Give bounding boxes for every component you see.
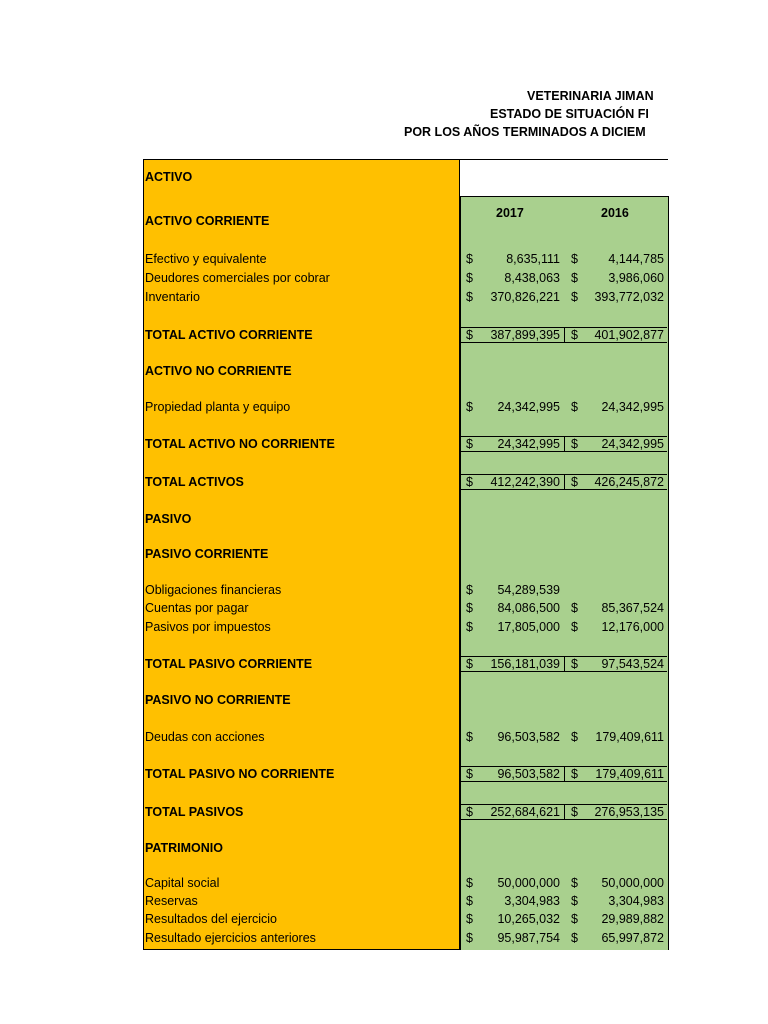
value-2017: 95,987,754 (497, 931, 560, 945)
total-separator (564, 328, 565, 342)
total-separator (564, 767, 565, 781)
row-label: Deudas con acciones (145, 730, 265, 744)
currency-symbol: $ (466, 437, 473, 451)
currency-symbol: $ (571, 767, 578, 781)
value-2017: 10,265,032 (497, 912, 560, 926)
value-2017: 3,304,983 (504, 894, 560, 908)
value-2016: 4,144,785 (608, 252, 664, 266)
value-2017: 412,242,390 (490, 475, 560, 489)
value-2016: 3,304,983 (608, 894, 664, 908)
row-label: ACTIVO (145, 170, 193, 184)
statement-title: ESTADO DE SITUACIÓN FI (490, 107, 649, 121)
total-separator (564, 475, 565, 489)
currency-symbol: $ (466, 601, 473, 615)
currency-symbol: $ (571, 912, 578, 926)
total-separator (564, 437, 565, 451)
row-label: PASIVO NO CORRIENTE (145, 693, 291, 707)
row-label: TOTAL PASIVO NO CORRIENTE (145, 767, 335, 781)
value-2016: 179,409,611 (595, 767, 664, 781)
row-label: TOTAL ACTIVOS (145, 475, 244, 489)
total-separator (564, 805, 565, 819)
row-label: Inventario (145, 290, 200, 304)
value-2016: 85,367,524 (601, 601, 664, 615)
currency-symbol: $ (571, 620, 578, 634)
value-2016: 29,989,882 (601, 912, 664, 926)
currency-symbol: $ (571, 271, 578, 285)
row-label: Pasivos por impuestos (145, 620, 271, 634)
period-subtitle: POR LOS AÑOS TERMINADOS A DICIEM (404, 125, 646, 139)
value-2016: 97,543,524 (601, 657, 664, 671)
value-2017: 24,342,995 (497, 437, 560, 451)
row-label: Capital social (145, 876, 220, 890)
value-2016: 24,342,995 (601, 400, 664, 414)
currency-symbol: $ (466, 475, 473, 489)
currency-symbol: $ (466, 583, 473, 597)
value-2016: 401,902,877 (594, 328, 664, 342)
row-label: TOTAL PASIVO CORRIENTE (145, 657, 313, 671)
row-label: Deudores comerciales por cobrar (145, 271, 330, 285)
row-label: PATRIMONIO (145, 841, 224, 855)
currency-symbol: $ (571, 805, 578, 819)
row-label: TOTAL ACTIVO CORRIENTE (145, 328, 313, 342)
row-label: Resultados del ejercicio (145, 912, 278, 926)
currency-symbol: $ (466, 252, 473, 266)
row-label: Reservas (145, 894, 198, 908)
row-label: Obligaciones financieras (145, 583, 282, 597)
company-name: VETERINARIA JIMAN (527, 89, 654, 103)
value-2016: 3,986,060 (608, 271, 664, 285)
row-label: Propiedad planta y equipo (145, 400, 291, 414)
value-2016: 276,953,135 (594, 805, 664, 819)
value-2016: 50,000,000 (601, 876, 664, 890)
value-2017: 387,899,395 (490, 328, 560, 342)
column-header-2016: 2016 (601, 206, 629, 220)
row-label: Cuentas por pagar (145, 601, 249, 615)
currency-symbol: $ (571, 328, 578, 342)
value-2016: 393,772,032 (594, 290, 664, 304)
value-2017: 96,503,582 (497, 767, 560, 781)
currency-symbol: $ (571, 290, 578, 304)
values-panel (460, 196, 669, 950)
row-label: TOTAL PASIVOS (145, 805, 244, 819)
value-2016: 24,342,995 (601, 437, 664, 451)
currency-symbol: $ (466, 931, 473, 945)
header-top-border (460, 159, 668, 196)
currency-symbol: $ (466, 876, 473, 890)
currency-symbol: $ (466, 767, 473, 781)
currency-symbol: $ (466, 730, 473, 744)
currency-symbol: $ (571, 931, 578, 945)
currency-symbol: $ (571, 601, 578, 615)
value-2016: 179,409,611 (595, 730, 664, 744)
value-2017: 252,684,621 (490, 805, 560, 819)
row-label: Resultado ejercicios anteriores (145, 931, 316, 945)
value-2017: 50,000,000 (497, 876, 560, 890)
value-2016: 12,176,000 (601, 620, 664, 634)
value-2017: 8,635,111 (506, 252, 560, 266)
value-2016: 65,997,872 (601, 931, 664, 945)
currency-symbol: $ (466, 271, 473, 285)
row-label: PASIVO (145, 512, 192, 526)
currency-symbol: $ (466, 400, 473, 414)
row-label: TOTAL ACTIVO NO CORRIENTE (145, 437, 335, 451)
value-2017: 8,438,063 (504, 271, 560, 285)
column-header-2017: 2017 (496, 206, 524, 220)
value-2017: 156,181,039 (490, 657, 560, 671)
value-2017: 17,805,000 (497, 620, 560, 634)
currency-symbol: $ (571, 437, 578, 451)
total-separator (564, 657, 565, 671)
currency-symbol: $ (571, 876, 578, 890)
currency-symbol: $ (466, 805, 473, 819)
row-label: Efectivo y equivalente (145, 252, 267, 266)
currency-symbol: $ (571, 252, 578, 266)
row-label: ACTIVO CORRIENTE (145, 214, 270, 228)
value-2017: 24,342,995 (497, 400, 560, 414)
value-2017: 54,289,539 (497, 583, 560, 597)
value-2016: 426,245,872 (594, 475, 664, 489)
value-2017: 370,826,221 (490, 290, 560, 304)
currency-symbol: $ (571, 400, 578, 414)
currency-symbol: $ (466, 328, 473, 342)
value-2017: 96,503,582 (497, 730, 560, 744)
value-2017: 84,086,500 (497, 601, 560, 615)
currency-symbol: $ (571, 894, 578, 908)
currency-symbol: $ (466, 657, 473, 671)
currency-symbol: $ (571, 475, 578, 489)
currency-symbol: $ (571, 730, 578, 744)
currency-symbol: $ (466, 620, 473, 634)
currency-symbol: $ (466, 894, 473, 908)
currency-symbol: $ (466, 912, 473, 926)
currency-symbol: $ (466, 290, 473, 304)
row-label: ACTIVO NO CORRIENTE (145, 364, 292, 378)
row-label: PASIVO CORRIENTE (145, 547, 269, 561)
currency-symbol: $ (571, 657, 578, 671)
